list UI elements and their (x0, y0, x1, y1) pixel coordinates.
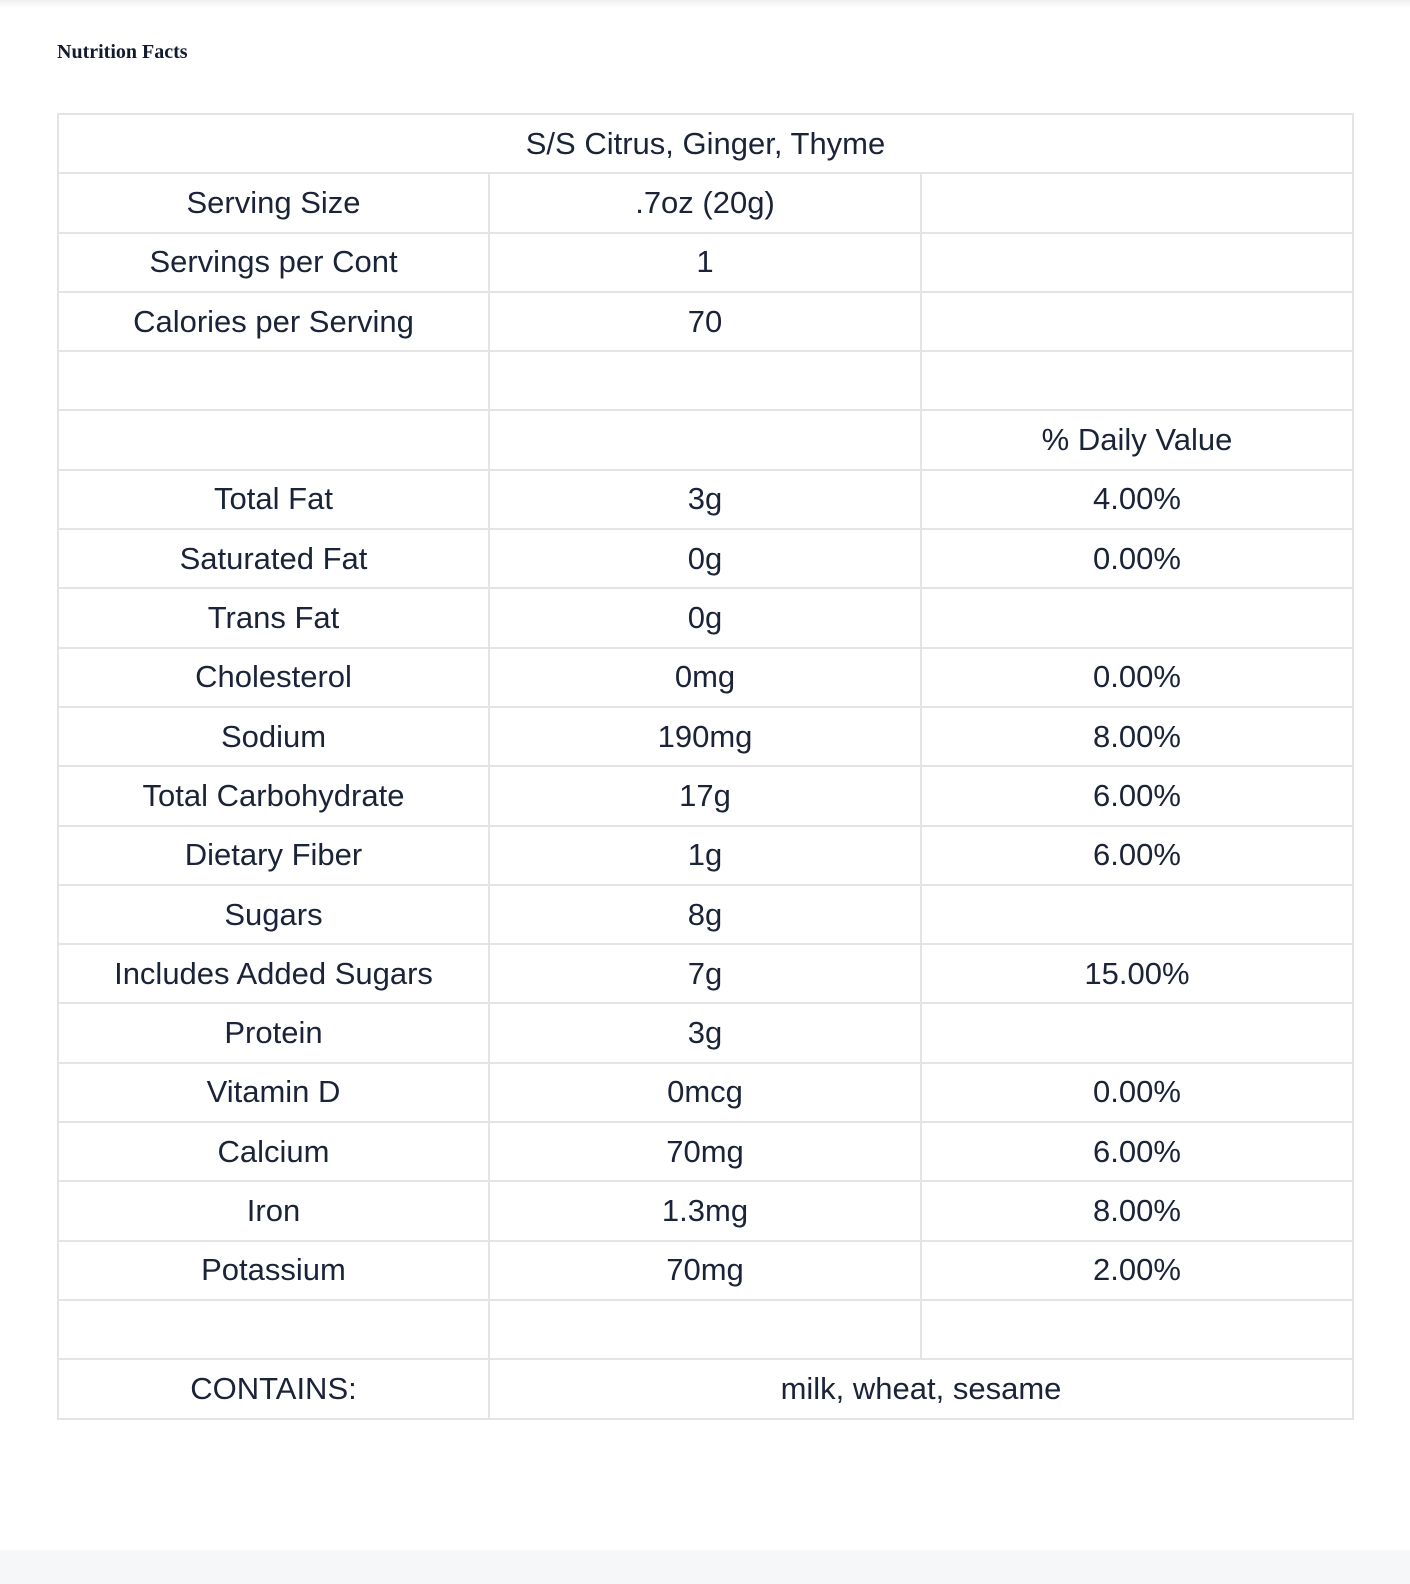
empty-cell (489, 1300, 921, 1359)
allergens-row (58, 1359, 1353, 1418)
nutrient-row (58, 1122, 1353, 1181)
nutrient-name: Calcium (58, 1122, 489, 1181)
nutrient-name: Sodium (58, 707, 489, 766)
nutrient-name: Sugars (58, 885, 489, 944)
serving-size-row (58, 173, 1353, 232)
empty-cell (58, 410, 489, 469)
allergens-value: milk, wheat, sesame (489, 1359, 1353, 1418)
servings-per-container-value: 1 (489, 233, 921, 292)
nutrient-row (58, 529, 1353, 588)
nutrient-daily-value: 0.00% (921, 1063, 1353, 1122)
nutrient-row (58, 707, 1353, 766)
serving-size-label: Serving Size (58, 173, 489, 232)
nutrient-row (58, 766, 1353, 825)
nutrient-amount: 1.3mg (489, 1181, 921, 1240)
nutrient-name: Saturated Fat (58, 529, 489, 588)
empty-cell (921, 292, 1353, 351)
product-name-row (58, 114, 1353, 173)
empty-cell (489, 410, 921, 469)
product-name: S/S Citrus, Ginger, Thyme (58, 114, 1353, 173)
servings-per-container-label: Servings per Cont (58, 233, 489, 292)
nutrition-facts-table (57, 113, 1354, 1420)
nutrient-name: Cholesterol (58, 648, 489, 707)
nutrient-amount: 17g (489, 766, 921, 825)
spacer-row (58, 1300, 1353, 1359)
empty-cell (921, 173, 1353, 232)
nutrient-daily-value: 4.00% (921, 470, 1353, 529)
nutrient-amount: 3g (489, 1003, 921, 1062)
nutrient-amount: 1g (489, 826, 921, 885)
nutrient-amount: 190mg (489, 707, 921, 766)
nutrient-row (58, 648, 1353, 707)
nutrient-amount: 0g (489, 529, 921, 588)
nutrient-amount: 7g (489, 944, 921, 1003)
empty-cell (921, 233, 1353, 292)
nutrient-daily-value: 8.00% (921, 1181, 1353, 1240)
empty-cell (489, 351, 921, 410)
empty-cell (58, 351, 489, 410)
page-title: Nutrition Facts (57, 41, 188, 63)
spacer-row (58, 351, 1353, 410)
nutrient-amount: 70mg (489, 1122, 921, 1181)
nutrient-daily-value (921, 1003, 1353, 1062)
nutrient-name: Iron (58, 1181, 489, 1240)
nutrient-row (58, 1241, 1353, 1300)
nutrient-name: Potassium (58, 1241, 489, 1300)
nutrient-daily-value: 6.00% (921, 826, 1353, 885)
nutrient-row (58, 1063, 1353, 1122)
nutrient-row (58, 588, 1353, 647)
nutrient-daily-value: 6.00% (921, 1122, 1353, 1181)
nutrient-name: Vitamin D (58, 1063, 489, 1122)
calories-label: Calories per Serving (58, 292, 489, 351)
nutrient-daily-value: 0.00% (921, 529, 1353, 588)
nutrient-row (58, 470, 1353, 529)
nutrient-amount: 3g (489, 470, 921, 529)
nutrient-row (58, 826, 1353, 885)
page-bottom-strip (0, 1550, 1410, 1584)
calories-value: 70 (489, 292, 921, 351)
nutrient-amount: 0mcg (489, 1063, 921, 1122)
nutrient-amount: 70mg (489, 1241, 921, 1300)
nutrient-row (58, 1181, 1353, 1240)
empty-cell (921, 351, 1353, 410)
nutrient-amount: 8g (489, 885, 921, 944)
nutrient-name: Total Fat (58, 470, 489, 529)
page-top-strip (0, 0, 1410, 8)
nutrient-daily-value: 8.00% (921, 707, 1353, 766)
servings-per-container-row (58, 233, 1353, 292)
nutrient-name: Protein (58, 1003, 489, 1062)
nutrient-amount: 0g (489, 588, 921, 647)
nutrient-name: Includes Added Sugars (58, 944, 489, 1003)
nutrient-daily-value: 6.00% (921, 766, 1353, 825)
daily-value-header: % Daily Value (921, 410, 1353, 469)
empty-cell (58, 1300, 489, 1359)
serving-size-value: .7oz (20g) (489, 173, 921, 232)
nutrient-daily-value: 2.00% (921, 1241, 1353, 1300)
calories-row (58, 292, 1353, 351)
nutrient-daily-value: 0.00% (921, 648, 1353, 707)
daily-value-header-row (58, 410, 1353, 469)
nutrient-amount: 0mg (489, 648, 921, 707)
nutrient-name: Trans Fat (58, 588, 489, 647)
allergens-label: CONTAINS: (58, 1359, 489, 1418)
nutrient-row (58, 944, 1353, 1003)
nutrient-row (58, 885, 1353, 944)
nutrient-name: Dietary Fiber (58, 826, 489, 885)
nutrient-daily-value (921, 885, 1353, 944)
nutrient-name: Total Carbohydrate (58, 766, 489, 825)
empty-cell (921, 1300, 1353, 1359)
nutrient-daily-value: 15.00% (921, 944, 1353, 1003)
nutrient-daily-value (921, 588, 1353, 647)
nutrient-row (58, 1003, 1353, 1062)
